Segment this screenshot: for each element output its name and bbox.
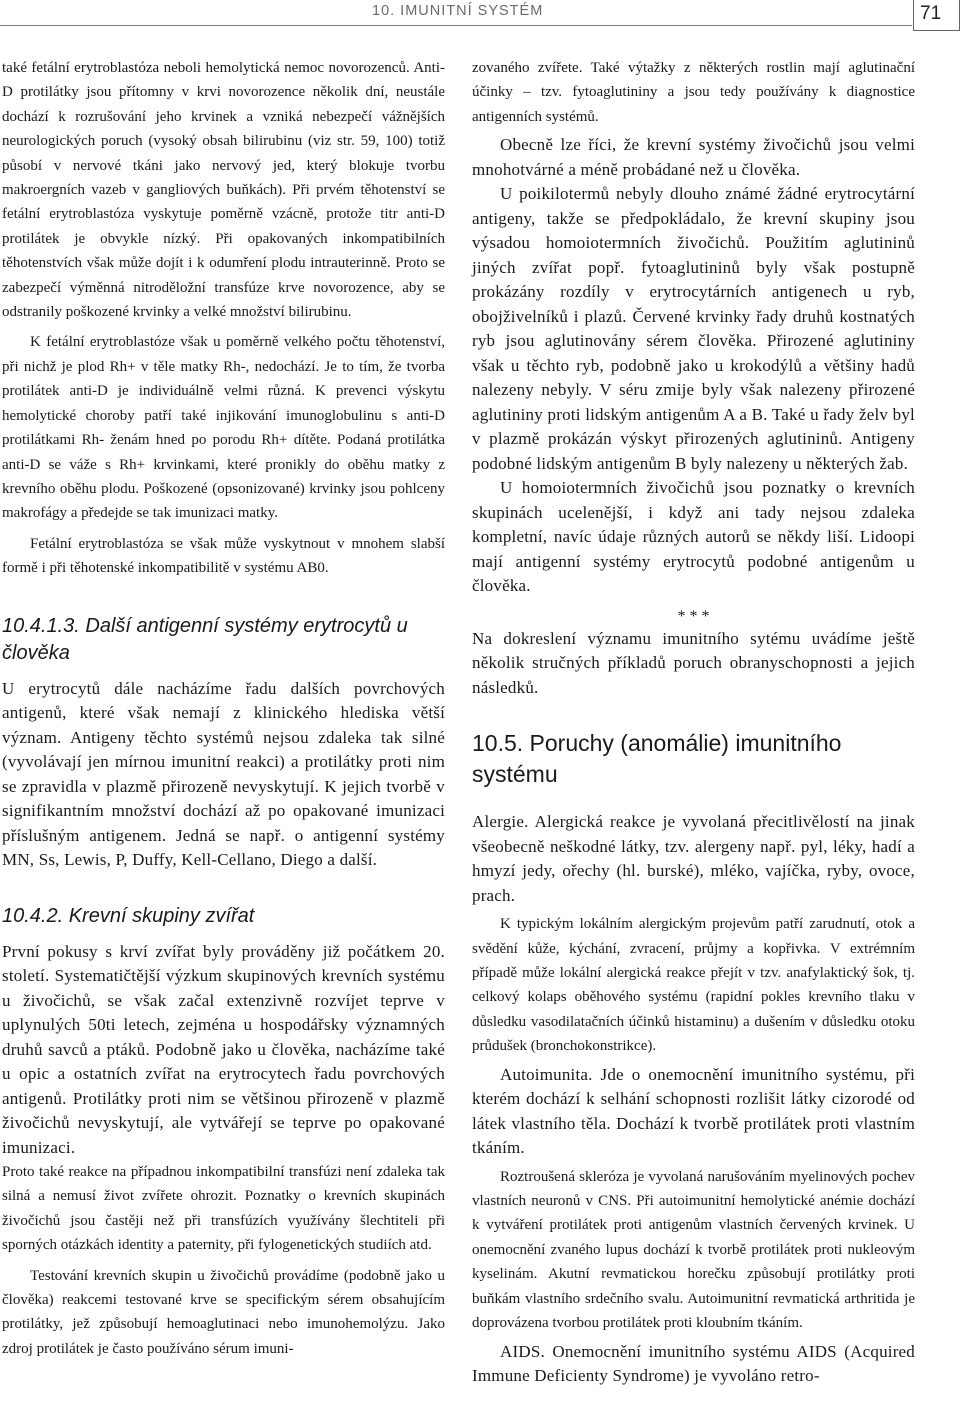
paragraph-general: Obecně lze říci, že krevní systémy živočichů jsou velmi mnohotvárné a méně probádané než u člověka. bbox=[472, 135, 915, 179]
paragraph-phytoagglutinins: zovaného zvířete. Také výtažky z některých rostlin mají aglutinační účinky – tzv. fytoaglutininy a jsou tedy používány k diagnostice antigenních systémů. bbox=[472, 60, 915, 125]
heading-animal-blood-groups: 10.4.2. Krevní skupiny zvířat bbox=[2, 904, 255, 927]
page-number: 71 bbox=[920, 3, 942, 24]
paragraph-rh-prevention: K fetální erytroblastóze však u poměrně velkého počtu těhotenství, při nichž je plod Rh+ v těle matky Rh-, nedochází. Je to tím, že tvorba protilátek anti-D je individuálně velmi různá. K prevenci výskytu hemolytické choroby patří také injikování imunoglobulinu s anti-D protilátkami Rh- ženám hned po porodu Rh+ dítěte. Podaná protilátka anti-D se váže s Rh+ krvinkami, které pronikly do oběhu matky z krevního oběhu plodu. Poškozené (opsonizované) krvinky jsou pohlceny makrofágy a předejde se tak imunizaci matky. bbox=[2, 334, 445, 522]
paragraph-autoimmunity: Autoimunita. Jde o onemocnění imunitního systému, při kterém dochází k selhání schopnosti rozlišit látky cizorodé od látek vlastního těla. Dochází k tvorbě protilátek proti vlastním tkáním. bbox=[472, 1064, 915, 1158]
paragraph-allergy-symptoms: K typickým lokálním alergickým projevům patří zarudnutí, otok a svědění kůže, kýchání, zvracení, průjmy a kopřivka. V extrémním případě může lokální alergická reakce přejít v tzv. anafylaktický šok, tj. celkový kolaps oběhového systému (rapidní pokles krevního tlaku v důsledku vasodilatačních účinků histaminu) a dušením v důsledku otoku průdušek (bronchokonstrikce). bbox=[472, 916, 915, 1055]
left-column bbox=[2, 56, 445, 1361]
heading-immune-disorders: 10.5. Poruchy (anomálie) imunitního systému bbox=[472, 730, 842, 788]
running-header-title: 10. IMUNITNÍ SYSTÉM bbox=[372, 3, 544, 19]
paragraph-other-antigens: U erytrocytů dále nacházíme řadu dalších povrchových antigenů, které však nemají z klinického hlediska větší význam. Antigeny těchto systémů nejsou zdaleka tak silné (vyvolávají jen mírnou imunitní reakci) a protilátky proti nim se zpravidla v plazmě přirozeně nevyskytují. K jejich tvorbě v signifikantním množství dochází až po opakované imunizaci příslušným antigenem. Jedná se např. o antigenní systémy MN, Ss, Lewis, P, Duffy, Kell-Cellano, Diego a další. bbox=[2, 678, 445, 870]
paragraph-ab0: Fetální erytroblastóza se však může vyskytnout v mnohem slabší formě i při těhotenské inkompatibilitě v systému AB0. bbox=[2, 535, 445, 577]
paragraph-poikilotherms: U poikilotermů nebyly dlouho známé žádné erytrocytární antigeny, takže se předpokládalo, že krevní skupiny jsou výsadou homoiotermních živočichů. Použitím aglutininů jiných zvířat popř. fytoaglutininů byly však postupně prokázány rozdíly v erytrocytárních antigenech u ryb, obojživelníků i plazů. Červené krvinky řady druhů kostnatých ryb jsou aglutinovány sérem člověka. Přirozené aglutininy však u těchto ryb, podobně jako u krokodýlů a většiny hadů nalezeny nebyly. V séru zmije byly však nalezeny přirozené aglutininy proti lidským antigenům A a B. Také u řady želv byl v plazmě prokázán výskyt přirozených aglutininů. Antigeny podobné lidským antigenům B byly nalezeny u některých žab. bbox=[472, 184, 915, 473]
paragraph-fetal-erythroblastosis: také fetální erytroblastóza neboli hemolytická nemoc novorozenců. Anti-D protilátky jsou přítomny v krvi novorozence několik dní, neustále dochází k rozrušování jeho krvinek a vzniká nebezpečí vážnějších neurologických poruch (vysoký obsah bilirubinu (viz str. 59, 100) totiž působí v nervové tkáni jako nervový jed, který blokuje tvorbu makroergních vazeb v gangliových buňkách). Při prvém těhotenství se fetální erytroblastóza vyskytuje poměrně vzácně, protože titr anti-D protilátek je obvykle nízký. Při opakovaných inkompatibilních těhotenstvích však může dojít i k odumření plodu intrauterinně. Proto se zabezpečí výměnná nitroděložní transfúze krve novorozence, aby se odstranily poškozené krvinky a velké množství bilirubinu. bbox=[2, 60, 445, 321]
paragraph-aids: AIDS. Onemocnění imunitního systému AIDS (Acquired Immune Deficienty Syndrome) je vyvoláno retro- bbox=[472, 1341, 915, 1385]
paragraph-animal-blood-groups: První pokusy s krví zvířat byly prováděny již počátkem 20. století. Systematičtější výzkum skupinových krevních systému u živočichů, se však začal extenzivně rozvíjet teprve v uplynulých 50ti letech, zejména u hospodářsky významných druhů savců a ptáků. Podobně jako u člověka, nacházíme také u opic a ostatních zvířat na erytrocytech řadu povrchových antigenů. Protilátky proti nim se většinou přirozeně v plazmě živočichů nevyskytují, ale vytvářejí se teprve po opakované imunizaci. bbox=[2, 941, 445, 1157]
header-rule bbox=[0, 25, 912, 26]
paragraph-autoimmune-diseases: Roztroušená skleróza je vyvolaná narušováním myelinových pochev vlastních neuronů v CNS. Při autoimunitní hemolytické anémie dochází k vytváření protilátek proti antigenům vlastních červených krvinek. U onemocnění zvaného lupus dochází k tvorbě protilátek proti nukleovým kyselinám. Akutní revmatickou horečku způsobují protilátky proti buňkám vlastního srdečního svalu. Autoimunitní revmatická arthritida je doprovázena tvorbou protilátek proti kloubním tkáním. bbox=[472, 1168, 915, 1332]
paragraph-intro-disorders: Na dokreslení významu imunitního sytému uvádíme ještě několik stručných příkladů poruch obranyschopnosti a jejich následků. bbox=[472, 628, 915, 697]
paragraph-homoiotherms: U homoiotermních živočichů jsou poznatky o krevních skupinách ucelenější, i když ani tady nejsou zdaleka kompletní, navíc údaje různých autorů se někdy liší. Lidoopi mají antigenní systémy erytrocytů podobné antigenům u člověka. bbox=[472, 478, 915, 596]
section-separator: * * * bbox=[677, 607, 710, 625]
paragraph-allergy: Alergie. Alergická reakce je vyvolaná přecitlivělostí na jinak všeobecně neškodné látky, tzv. alergeny např. pyl, léky, hadí a hmyzí jedy, ořechy (hl. burské), mléko, vajíčka, ryby, ovoce, prach. bbox=[472, 812, 915, 905]
heading-other-antigen-systems: 10.4.1.3. Další antigenní systémy erytrocytů u člověka bbox=[2, 614, 408, 664]
right-column bbox=[472, 56, 915, 1389]
paragraph-animal-transfusion: Proto také reakce na případnou inkompatibilní transfúzi není zdaleka tak silná a nemusí život zvířete ohrozit. Poznatky o krevních skupinách živočichů jsou častěji než při transfúzích využívány šlechtiteli při sporných otázkách identity a paternity, při fylogenetických studiích atd. bbox=[2, 1164, 445, 1254]
paragraph-testing: Testování krevních skupin u živočichů provádíme (podobně jako u člověka) reakcemi testované krve se specifickým sérem obsahujícím protilátky, jež způsobují hemoaglutinaci nebo imunohemolýzu. Jako zdroj protilátek je často používáno sérum imuni- bbox=[2, 1267, 445, 1357]
